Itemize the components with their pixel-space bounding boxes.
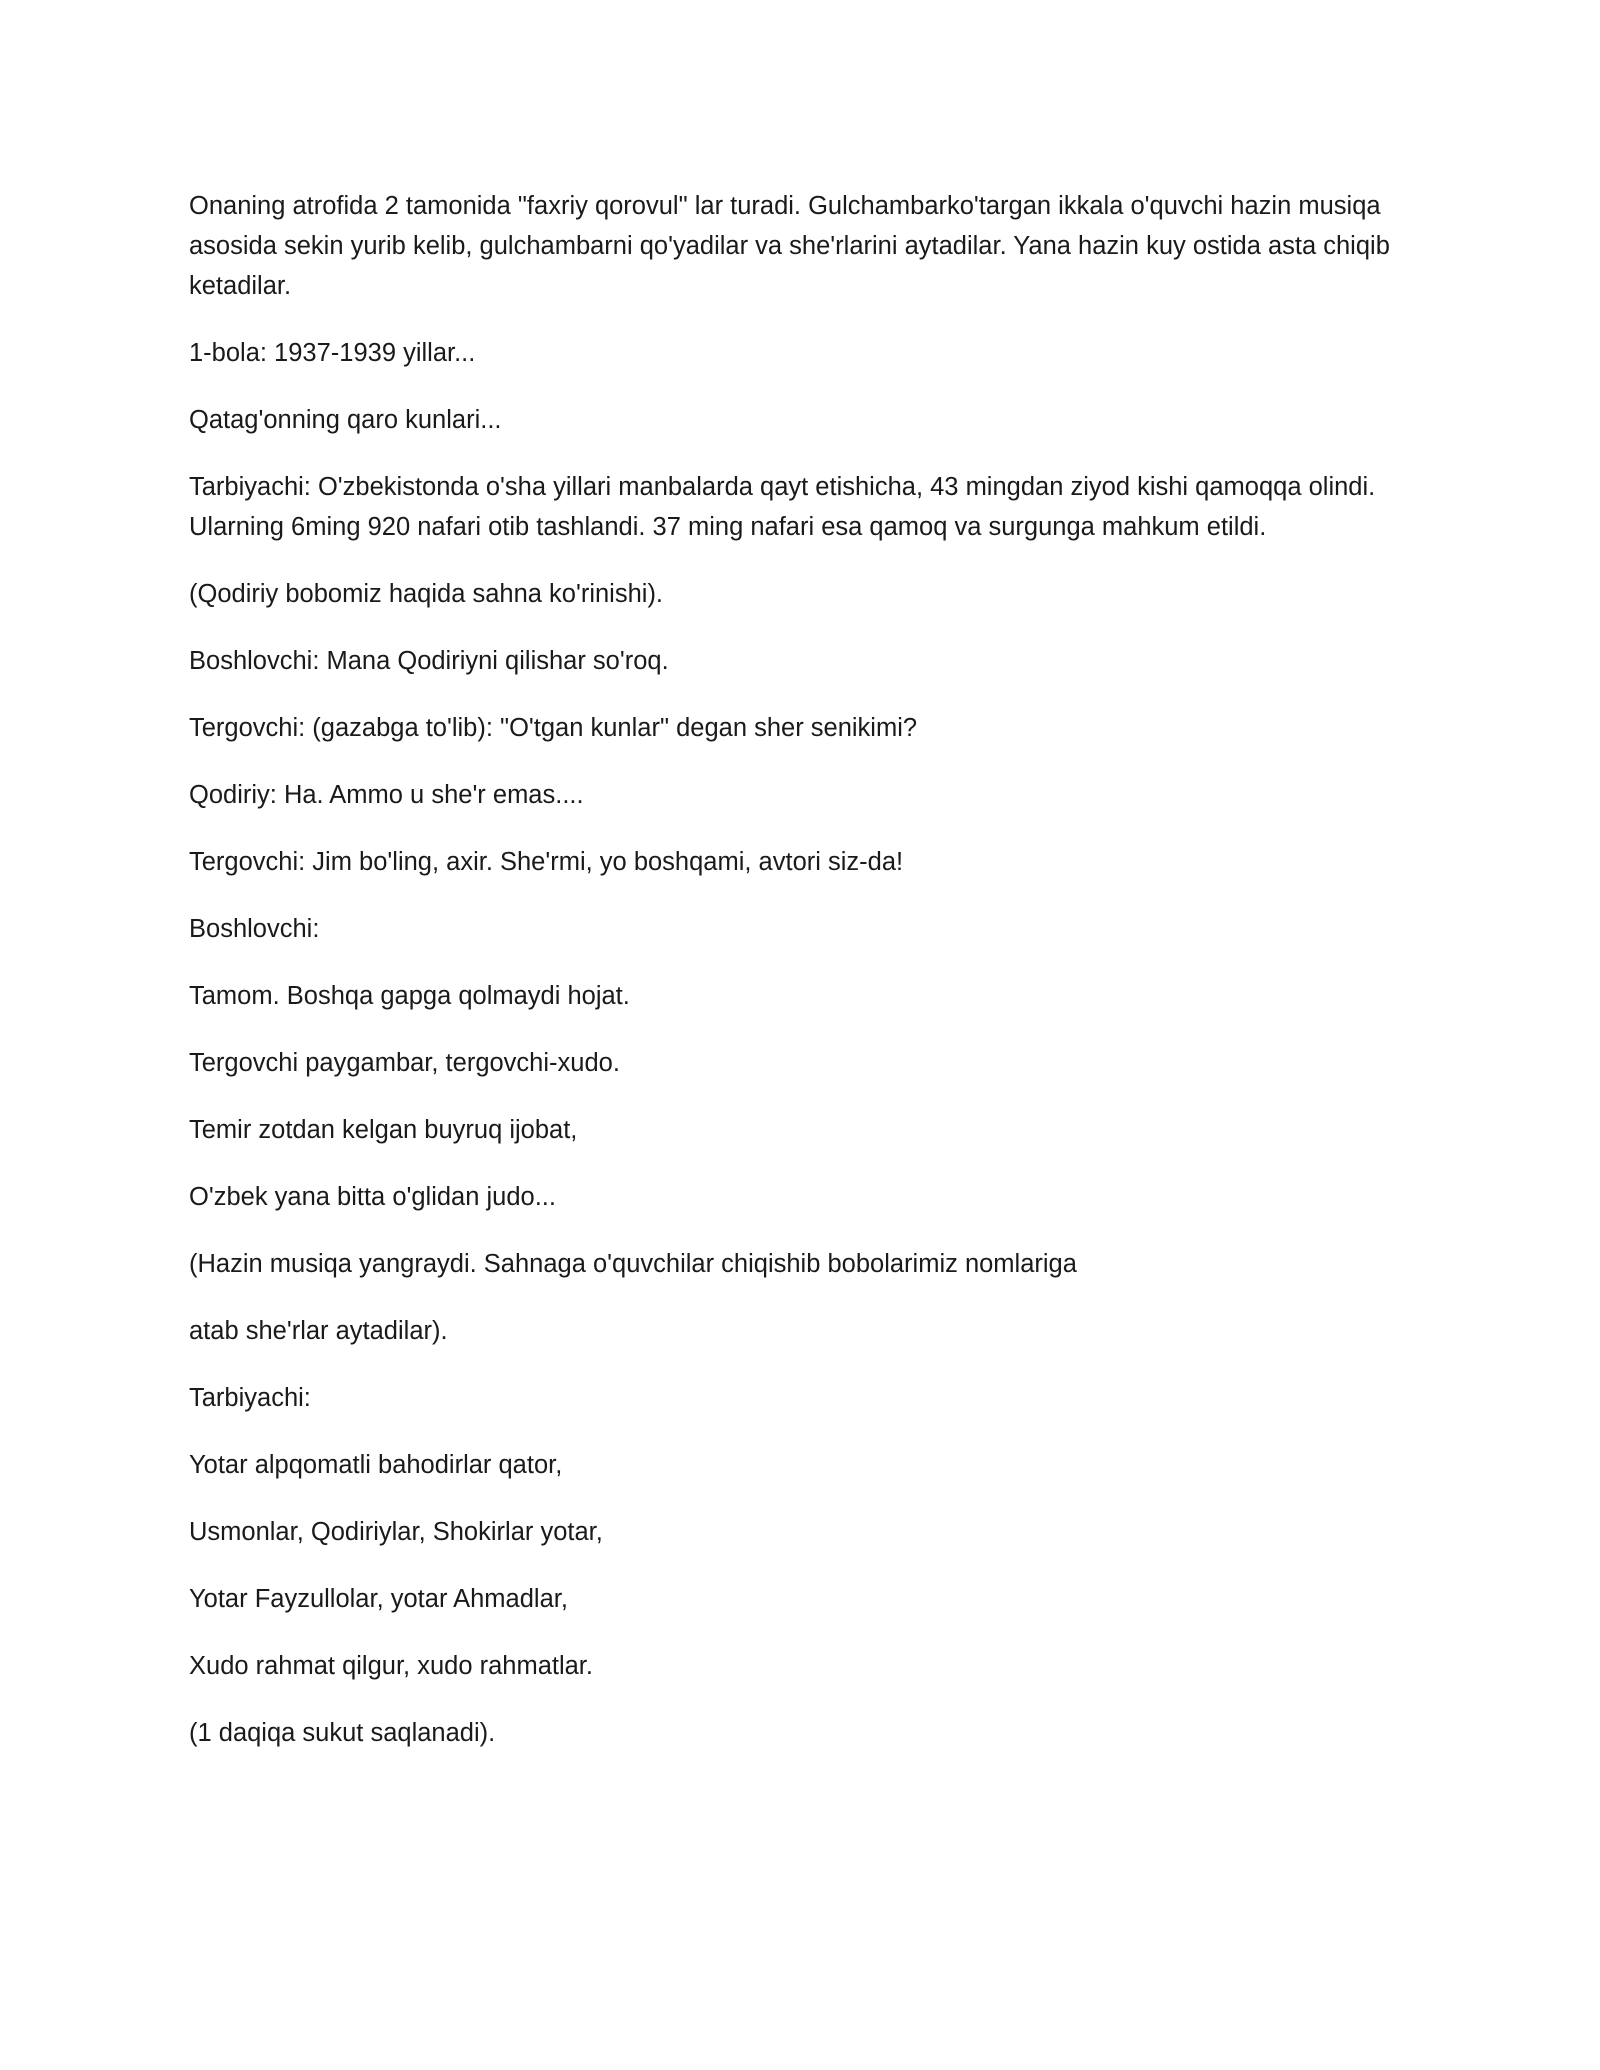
paragraph-line: Yotar Fayzullolar, yotar Ahmadlar, xyxy=(189,1585,568,1613)
paragraph-line: atab she'rlar aytadilar). xyxy=(189,1317,448,1345)
paragraph-line: Boshlovchi: Mana Qodiriyni qilishar so'roq. xyxy=(189,647,669,675)
paragraph-line: Tarbiyachi: O'zbekistonda o'sha yillari manbalarda qayt etishicha, 43 mingdan ziyod kishi qamoqqa olindi. Ularning 6ming 920 nafari otib tashlandi. 37 ming nafari esa qamoq va surgunga mahkum etildi. xyxy=(189,473,1376,541)
paragraph-intro: Onaning atrofida 2 tamonida "faxriy qorovul" lar turadi. Gulchambarko'targan ikkala o'quvchi hazin musiqa asosida sekin yurib kelib, gulchambarni qo'yadilar va she'rlarini aytadilar. Yana hazin kuy ostida asta chiqib ketadilar. xyxy=(189,192,1390,300)
paragraph-line: Qatag'onning qaro kunlari... xyxy=(189,406,502,434)
paragraph-line: (Hazin musiqa yangraydi. Sahnaga o'quvchilar chiqishib bobolarimiz nomlariga xyxy=(189,1250,1077,1278)
paragraph-line: Tarbiyachi: xyxy=(189,1384,311,1412)
paragraph-line: 1-bola: 1937-1939 yillar... xyxy=(189,339,476,367)
paragraph-line: Xudo rahmat qilgur, xudo rahmatlar. xyxy=(189,1652,593,1680)
paragraph-line: (Qodiriy bobomiz haqida sahna ko'rinishi). xyxy=(189,580,664,608)
document-body xyxy=(189,186,1419,1780)
paragraph-line: Tergovchi paygambar, tergovchi-xudo. xyxy=(189,1049,620,1077)
paragraph-line: (1 daqiqa sukut saqlanadi). xyxy=(189,1719,496,1747)
paragraph-line: Yotar alpqomatli bahodirlar qator, xyxy=(189,1451,563,1479)
paragraph-line: Tergovchi: (gazabga to'lib): "O'tgan kunlar" degan sher senikimi? xyxy=(189,714,918,742)
paragraph-line: Tamom. Boshqa gapga qolmaydi hojat. xyxy=(189,982,630,1010)
paragraph-line: Temir zotdan kelgan buyruq ijobat, xyxy=(189,1116,578,1144)
paragraph-line: O'zbek yana bitta o'glidan judo... xyxy=(189,1183,556,1211)
paragraph-line: Boshlovchi: xyxy=(189,915,320,943)
paragraph-line: Tergovchi: Jim bo'ling, axir. She'rmi, yo boshqami, avtori siz-da! xyxy=(189,848,904,876)
paragraph-line: Usmonlar, Qodiriylar, Shokirlar yotar, xyxy=(189,1518,603,1546)
paragraph-line: Qodiriy: Ha. Ammo u she'r emas.... xyxy=(189,781,584,809)
